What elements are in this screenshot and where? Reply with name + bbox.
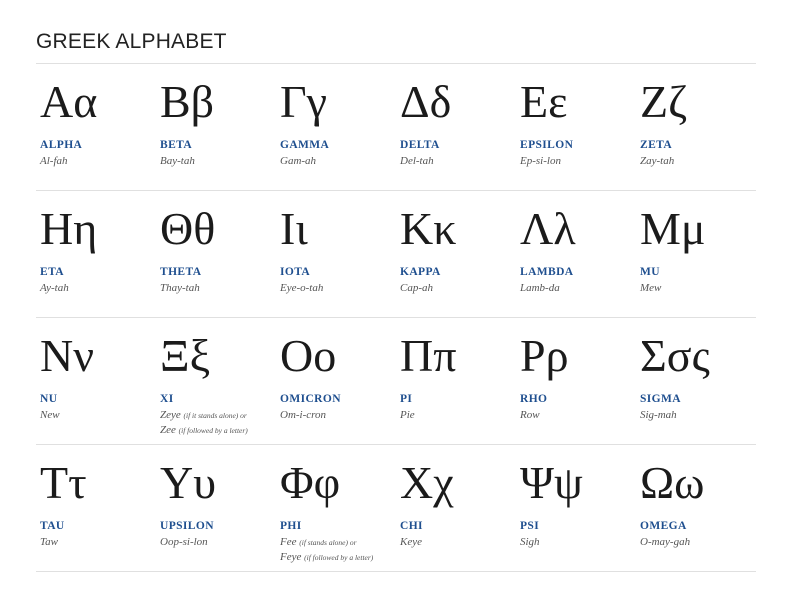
- letter-pronunciation: Gam-ah: [280, 155, 317, 167]
- alphabet-row: [36, 190, 756, 317]
- letter-cell-mu: [636, 191, 756, 317]
- letter-cell-nu: [36, 318, 156, 444]
- letter-name: IOTA: [280, 266, 311, 278]
- letter-cell-rho: [516, 318, 636, 444]
- letter-name: ETA: [40, 266, 64, 278]
- letter-pronunciation: Zay-tah: [640, 155, 675, 167]
- letter-name: PSI: [520, 520, 540, 532]
- letter-pronunciation: Pie: [400, 409, 415, 421]
- letter-name: OMICRON: [280, 393, 341, 405]
- letter-glyph: Ττ: [40, 457, 87, 508]
- letter-glyph: Αα: [40, 76, 98, 127]
- letter-cell-zeta: [636, 64, 756, 190]
- letter-cell-delta: [396, 64, 516, 190]
- letter-cell-chi: [396, 445, 516, 571]
- letter-cell-eta: [36, 191, 156, 317]
- alphabet-grid: [36, 63, 756, 572]
- letter-name: XI: [160, 393, 174, 405]
- letter-glyph: Ψψ: [520, 457, 583, 508]
- letter-cell-omega: [636, 445, 756, 571]
- letter-glyph: Γγ: [280, 76, 327, 127]
- letter-pronunciation: Ep-si-lon: [520, 155, 561, 167]
- letter-name: MU: [640, 266, 660, 278]
- letter-glyph: Δδ: [400, 76, 452, 127]
- letter-pronunciation: Keye: [400, 536, 422, 548]
- letter-pronunciation: Sig-mah: [640, 409, 677, 421]
- letter-glyph: Οο: [280, 330, 337, 381]
- pronunciation-note: (if it stands alone) or: [183, 411, 247, 420]
- letter-glyph: Ππ: [400, 330, 457, 381]
- letter-pronunciation: Row: [520, 409, 540, 421]
- letter-glyph: Εε: [520, 76, 568, 127]
- letter-name: GAMMA: [280, 139, 330, 151]
- letter-cell-xi: [156, 318, 276, 444]
- letter-glyph: Κκ: [400, 203, 457, 254]
- letter-cell-kappa: [396, 191, 516, 317]
- letter-glyph: Θθ: [160, 203, 216, 254]
- letter-cell-pi: [396, 318, 516, 444]
- pronunciation-main: Feye: [280, 551, 302, 563]
- letter-pronunciation: Del-tah: [400, 155, 434, 167]
- letter-cell-lambda: [516, 191, 636, 317]
- letter-cell-psi: [516, 445, 636, 571]
- letter-glyph: Χχ: [400, 457, 454, 508]
- letter-pronunciation: Sigh: [520, 536, 540, 548]
- letter-glyph: Νν: [40, 330, 95, 381]
- letter-pronunciation: O-may-gah: [640, 536, 691, 548]
- letter-name: TAU: [40, 520, 65, 532]
- letter-name: NU: [40, 393, 58, 405]
- letter-name: BETA: [160, 139, 193, 151]
- letter-glyph: Ξξ: [160, 330, 211, 381]
- letter-pronunciation: Cap-ah: [400, 282, 433, 294]
- letter-cell-epsilon: [516, 64, 636, 190]
- letter-name: DELTA: [400, 139, 440, 151]
- letter-pronunciation: Eye-o-tah: [280, 282, 324, 294]
- letter-cell-sigma: [636, 318, 756, 444]
- alphabet-row: [36, 63, 756, 190]
- alphabet-row: [36, 444, 756, 572]
- letter-cell-tau: [36, 445, 156, 571]
- pronunciation-main: Zeye: [160, 409, 181, 421]
- letter-cell-theta: [156, 191, 276, 317]
- letter-name: KAPPA: [400, 266, 441, 278]
- pronunciation-main: Zee: [160, 424, 176, 436]
- letter-name: EPSILON: [520, 139, 574, 151]
- letter-cell-upsilon: [156, 445, 276, 571]
- letter-name: PI: [400, 393, 413, 405]
- letter-glyph: Ρρ: [520, 330, 569, 381]
- letter-name: ZETA: [640, 139, 673, 151]
- letter-cell-phi: [276, 445, 396, 571]
- letter-name: THETA: [160, 266, 202, 278]
- letter-name: CHI: [400, 520, 423, 532]
- letter-pronunciation: New: [40, 409, 60, 421]
- letter-name: ALPHA: [40, 139, 83, 151]
- letter-glyph: Φφ: [280, 457, 341, 508]
- letter-pronunciation: Mew: [640, 282, 662, 294]
- alphabet-row: [36, 317, 756, 444]
- pronunciation-main: Fee: [280, 536, 297, 548]
- letter-name: SIGMA: [640, 393, 681, 405]
- letter-cell-gamma: [276, 64, 396, 190]
- letter-glyph: Ωω: [640, 457, 705, 508]
- letter-pronunciation: Al-fah: [40, 155, 68, 167]
- letter-glyph: Υυ: [160, 457, 216, 508]
- letter-cell-alpha: [36, 64, 156, 190]
- letter-cell-iota: [276, 191, 396, 317]
- letter-pronunciation: Ay-tah: [40, 282, 69, 294]
- page-title: GREEK ALPHABET: [36, 30, 227, 53]
- letter-pronunciation: Thay-tah: [160, 282, 200, 294]
- pronunciation-note: (if followed by a letter): [304, 553, 374, 562]
- letter-pronunciation: Om-i-cron: [280, 409, 327, 421]
- letter-pronunciation: Oop-si-lon: [160, 536, 208, 548]
- letter-pronunciation: Bay-tah: [160, 155, 195, 167]
- letter-name: PHI: [280, 520, 302, 532]
- letter-cell-beta: [156, 64, 276, 190]
- letter-glyph: Ζζ: [640, 76, 688, 127]
- letter-glyph: Ηη: [40, 203, 98, 254]
- letter-glyph: Σσς: [640, 330, 710, 381]
- letter-glyph: Μμ: [640, 203, 706, 254]
- letter-pronunciation: [280, 535, 398, 565]
- letter-glyph: Ιι: [280, 203, 308, 254]
- letter-name: LAMBDA: [520, 266, 574, 278]
- pronunciation-note: (if followed by a letter): [178, 426, 248, 435]
- letter-cell-omicron: [276, 318, 396, 444]
- letter-name: OMEGA: [640, 520, 687, 532]
- letter-pronunciation: Lamb-da: [520, 282, 560, 294]
- pronunciation-note: (if stands alone) or: [299, 538, 357, 547]
- letter-name: UPSILON: [160, 520, 214, 532]
- letter-name: RHO: [520, 393, 548, 405]
- letter-glyph: Ββ: [160, 76, 215, 127]
- letter-glyph: Λλ: [520, 203, 576, 254]
- letter-pronunciation: [160, 408, 278, 438]
- letter-pronunciation: Taw: [40, 536, 58, 548]
